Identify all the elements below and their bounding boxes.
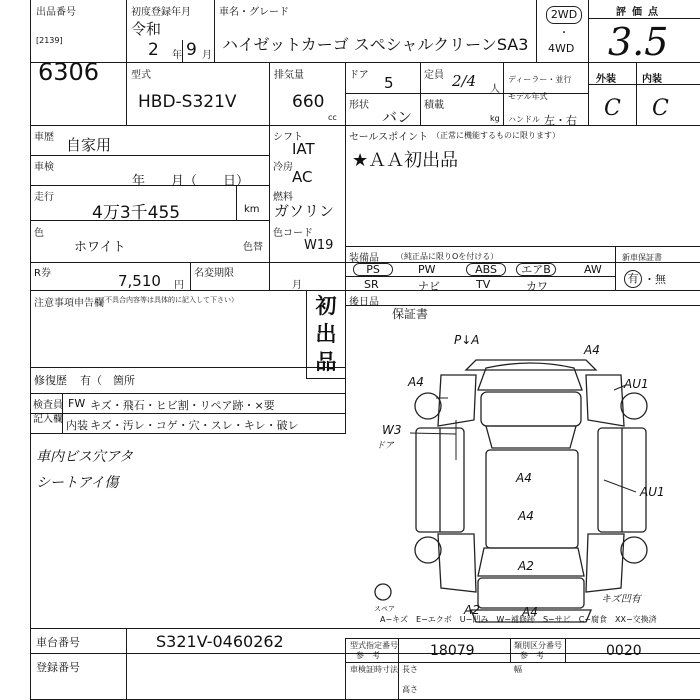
rule [30, 155, 270, 156]
fw-items: キズ・飛石・ヒビ割・リペア跡・×要 [90, 399, 275, 412]
right-front-wheel [621, 393, 647, 419]
left-front-wheel [415, 393, 441, 419]
int-items: キズ・汚レ・コゲ・穴・スレ・キレ・破レ [90, 419, 299, 432]
warranty-doc: 保証書 [392, 307, 429, 321]
rule [30, 628, 700, 629]
equip-pw: PW [418, 263, 436, 276]
height-label: 高さ [402, 685, 418, 694]
rule [30, 393, 346, 394]
inspector-note-2: シートアイ傷 [36, 475, 119, 491]
equip-airbag: エアB [516, 263, 556, 276]
color: ホワイト [74, 240, 126, 255]
color-code: W19 [304, 238, 334, 253]
rule [30, 62, 700, 63]
rule [126, 0, 127, 125]
ann-a4-center: A4 [516, 471, 532, 485]
recycle-fee: 7,510 [118, 272, 161, 290]
class-ref: 参 考 [520, 651, 544, 660]
displacement-unit: cc [328, 113, 337, 122]
color-label: 色 [34, 228, 44, 239]
color-code-label: 色コード [273, 228, 313, 239]
equip-sr: SR [364, 278, 379, 291]
displacement-label: 排気量 [274, 70, 304, 81]
rule [306, 378, 346, 379]
lot-tag: [2139] [36, 36, 63, 45]
inspector-label-2: 記入欄 [33, 414, 63, 425]
rule [182, 40, 183, 62]
exterior-grade: C [604, 96, 621, 121]
rule [615, 246, 616, 290]
displacement: 660 [292, 92, 325, 112]
rule [345, 93, 588, 94]
repair-value: 有（ 箇所 [80, 374, 135, 387]
first-reg-label: 初度登録年月 [131, 7, 191, 18]
inspector-note-1: 車内ビス穴アタ [36, 449, 134, 465]
rule [190, 262, 191, 290]
warranty-label: 新車保証書 [622, 253, 662, 262]
rule [214, 0, 215, 62]
right-rear-quarter [586, 534, 624, 592]
rule [536, 0, 537, 62]
color-change-label: 色替 [243, 242, 263, 253]
rule [30, 413, 346, 414]
year-unit: 年 [172, 50, 182, 61]
ann-a4-left: A4 [408, 375, 424, 389]
ann-a4-top: A4 [584, 343, 600, 357]
car-diagram [346, 330, 700, 628]
class-no: 0020 [606, 643, 642, 659]
aircon: AC [292, 168, 313, 186]
name-change-unit: 月 [292, 280, 302, 291]
notice-note: （不具合内容等は具体的に記入して下さい） [98, 296, 238, 304]
sales-point: ★ＡＡ初出品 [352, 150, 459, 171]
handle: 左・右 [544, 114, 577, 127]
attached-label: 後日品 [349, 297, 379, 308]
left-rear-wheel [415, 537, 441, 563]
length-label: 長さ [402, 665, 418, 674]
class-label: 類別区分番号 [514, 641, 562, 650]
handle-label: ハンドル [508, 115, 540, 124]
recycle-unit: 円 [174, 280, 184, 291]
rule [126, 628, 127, 700]
rule [306, 290, 307, 378]
inspection-value: 年 月（ 日） [132, 174, 250, 189]
rule [345, 125, 346, 290]
lot-number: 6306 [38, 58, 100, 86]
equip-navi: ナビ [418, 280, 440, 293]
rule [30, 433, 346, 434]
rear-door-shape [478, 578, 584, 608]
load-label: 積載 [424, 100, 444, 111]
spare-label: スペア [374, 605, 395, 613]
type-cert-ref: 参 考 [356, 651, 380, 660]
recycle-label: R券 [34, 268, 51, 279]
dealer-label: ディーラー・並行 [508, 75, 572, 84]
damage-legend: A−キズ E−エクボ U−凹み W−補修跡 S−サビ C−腐食 XX−交換済 [380, 615, 657, 624]
leader-line [410, 433, 456, 434]
fw-label: FW [68, 397, 86, 410]
capacity-unit: 人 [490, 84, 500, 95]
equipment-label: 装備品 [349, 253, 379, 264]
type-cert-label: 型式指定番号 [350, 641, 398, 650]
ann-w3-sub: ドア [376, 441, 394, 451]
rule [269, 62, 270, 125]
interior-grade: C [652, 96, 669, 121]
stamp-char: 初 [315, 294, 337, 318]
repair-label: 修復歴 [34, 374, 67, 387]
reg-month: 9 [186, 40, 197, 60]
rule [565, 638, 566, 662]
era: 令和 [131, 20, 162, 38]
rule [510, 638, 511, 662]
reg-year: 2 [148, 40, 159, 60]
ann-rear-note: キズ凹有 [601, 594, 641, 605]
ann-pa: P↓A [454, 333, 480, 347]
rule [236, 185, 237, 220]
shift-label: シフト [273, 132, 303, 143]
chassis: S321V-0460262 [156, 632, 284, 651]
capacity-label: 定員 [424, 70, 444, 81]
reg-label: 登録番号 [36, 661, 80, 674]
car-name-label: 車名・グレード [219, 7, 289, 18]
rule [345, 276, 615, 277]
shape: バン [382, 108, 413, 126]
spare-tire [375, 584, 391, 600]
equip-tv: TV [476, 278, 491, 291]
equip-abs: ABS [466, 263, 506, 276]
fuel: ガソリン [274, 202, 335, 220]
int-label: 内装 [66, 419, 88, 432]
width-label: 幅 [514, 665, 522, 674]
roof-shape [486, 450, 578, 548]
first-listing-stamp [310, 292, 342, 376]
stamp-char: 品 [315, 350, 337, 374]
hood-shape [481, 392, 581, 426]
leader-line [604, 480, 636, 492]
mileage: 4万3千455 [92, 203, 181, 223]
interior-label: 内装 [642, 74, 662, 85]
aircon-label: 冷房 [273, 162, 293, 173]
type-cert: 18079 [430, 643, 475, 659]
size-label: 車検証時寸法 [350, 665, 398, 674]
inspection-label: 車検 [34, 162, 54, 173]
drive-4wd: 4WD [548, 42, 575, 55]
name-change-label: 名変期限 [194, 268, 234, 279]
chassis-label: 車台番号 [36, 636, 80, 649]
drive-2wd: 2WD [546, 6, 582, 24]
rule [636, 62, 637, 125]
ann-a4-rear: A4 [522, 605, 538, 619]
model: HBD-S321V [138, 92, 237, 112]
stamp-char: 出 [315, 322, 337, 346]
rule [30, 125, 700, 126]
sales-note: （正常に機能するものに限ります） [432, 131, 560, 140]
rule [398, 638, 399, 700]
history: 自家用 [66, 136, 112, 154]
equipment-note: （純正品に限りOを付ける） [396, 252, 499, 261]
sales-label: セールスポイント [349, 132, 429, 143]
history-label: 車歴 [34, 132, 54, 143]
drive-separator: ・ [559, 28, 569, 39]
mileage-label: 走行 [34, 192, 54, 203]
shape-label: 形状 [349, 100, 369, 111]
left-front-fender [438, 375, 476, 426]
load-unit: kg [490, 114, 500, 123]
notice-label: 注意事項申告欄 [34, 298, 104, 309]
warranty-no: ・無 [644, 273, 666, 286]
warranty-yes: 有 [624, 270, 642, 288]
capacity: 2/4 [452, 72, 477, 90]
ann-au1-right-top: AU1 [624, 377, 649, 391]
doors: 5 [384, 74, 394, 92]
ann-a2-rear-left: A2 [464, 603, 480, 617]
car-name: ハイゼットカーゴ スペシャルクリーンSA3 [222, 35, 529, 54]
lot-label: 出品番号 [36, 7, 76, 18]
model-year-label: モデル年式 [508, 92, 548, 101]
rule [269, 125, 270, 290]
left-rear-quarter [438, 534, 476, 592]
fuel-label: 燃料 [273, 192, 293, 203]
equip-aw: AW [584, 263, 602, 276]
rating-label: 評価点 [616, 7, 664, 18]
ann-au1-right: AU1 [640, 485, 665, 499]
shift: IAT [292, 140, 315, 158]
month-unit: 月 [202, 50, 212, 61]
right-front-fender [586, 375, 624, 426]
rule [345, 638, 346, 700]
rule [30, 367, 346, 368]
right-rear-wheel [621, 537, 647, 563]
rule [345, 246, 700, 247]
model-label: 型式 [131, 70, 151, 81]
inspector-label-1: 検査員 [33, 400, 63, 411]
rating-value: 3.5 [608, 20, 669, 64]
rule [588, 18, 700, 19]
equip-leather: カワ [526, 280, 548, 293]
windshield-shape [478, 363, 582, 390]
front-glass-shape [486, 426, 576, 448]
exterior-label: 外装 [596, 74, 616, 85]
equip-ps: PS [353, 263, 393, 276]
mileage-unit: km [244, 204, 260, 215]
rule [420, 62, 421, 125]
ann-a4-mid: A4 [518, 509, 534, 523]
rule [503, 62, 504, 125]
ann-a2-bottom: A2 [518, 559, 534, 573]
doors-label: ドア [349, 70, 369, 81]
ann-w3-side: W3 [382, 423, 402, 437]
